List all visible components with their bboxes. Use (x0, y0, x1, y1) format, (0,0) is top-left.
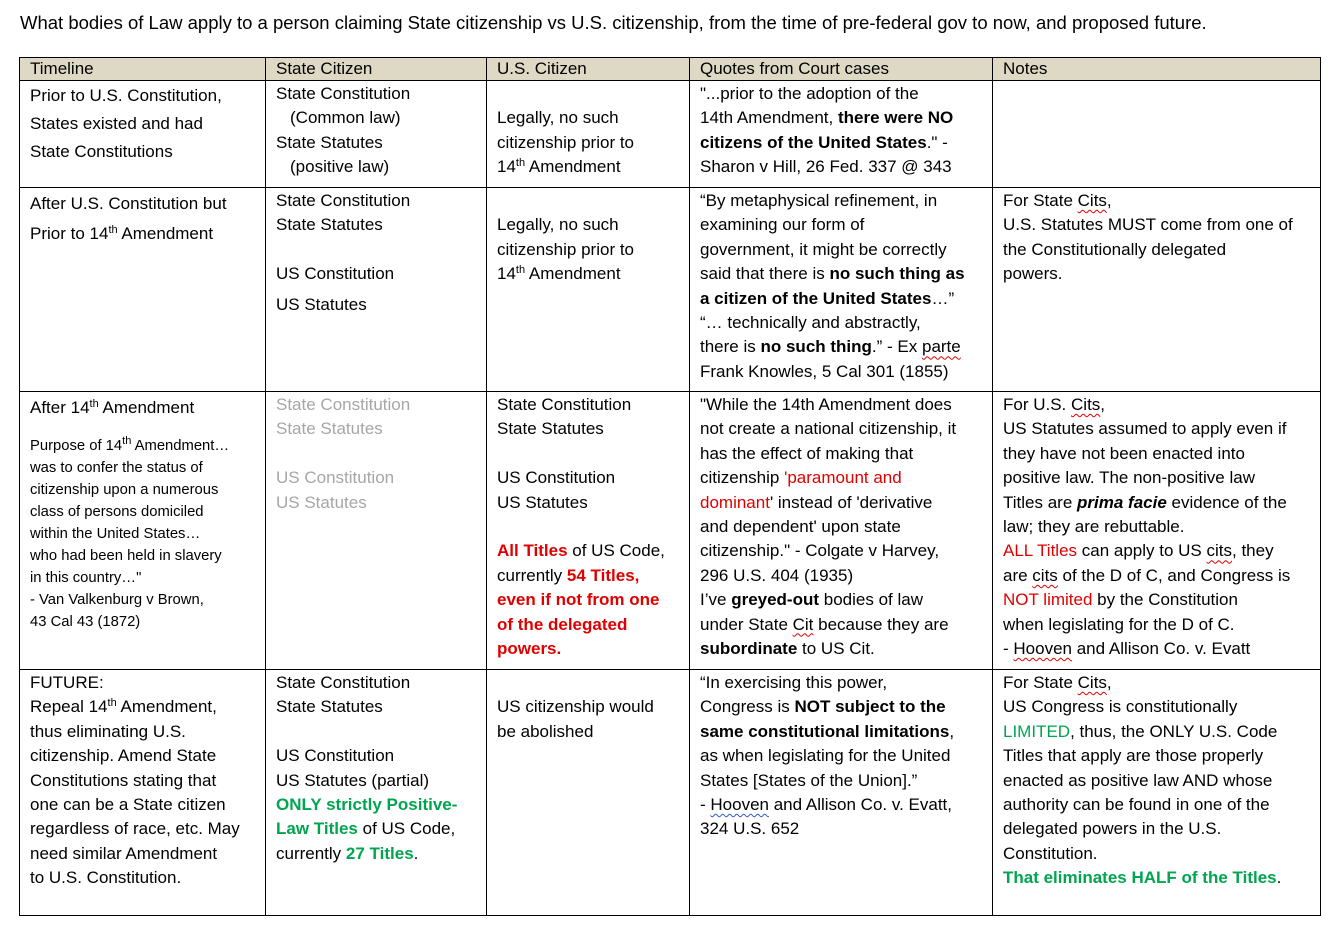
notes-cell (993, 392, 1321, 670)
note-text: U.S. Statutes MUST come from one of (1003, 215, 1293, 235)
quote-text: “By metaphysical refinement, in (700, 191, 938, 210)
note-text: For U.S. Cits, (1003, 395, 1106, 414)
quote-text: same constitutional limitations, (700, 721, 955, 741)
purpose-text: Purpose of 14th Amendment… (30, 435, 230, 454)
law-item: US Constitution (276, 746, 395, 766)
quote-text: there is no such thing.” - Ex parte (700, 337, 961, 357)
note-text: ALL Titles can apply to US cits, they (1003, 541, 1274, 561)
law-item-greyed: US Statutes (276, 492, 367, 512)
note-text: the Constitutionally delegated (1003, 239, 1227, 259)
note-text: are cits of the D of C, and Congress is (1003, 565, 1291, 585)
law-item: State Constitution (276, 84, 411, 103)
table-header-row (20, 58, 1321, 81)
quote-text: Congress is NOT subject to the (700, 697, 946, 717)
note-text: US Congress is constitutionally (1003, 697, 1238, 717)
us-code-text: currently 54 Titles, (497, 565, 640, 585)
us-text: Legally, no such (497, 108, 619, 128)
table-row (20, 670, 1321, 916)
law-item: US Constitution (276, 264, 395, 284)
law-item: US Statutes (276, 294, 367, 314)
header-timeline: Timeline (20, 58, 266, 81)
law-item: State Statutes (276, 215, 383, 235)
quote-text: examining our form of (700, 215, 865, 235)
timeline-text: Prior to 14th Amendment (30, 224, 214, 243)
quote-text: and dependent' upon state (700, 517, 901, 537)
quote-text: "While the 14th Amendment does (700, 395, 952, 414)
purpose-text: class of persons domiciled (30, 504, 204, 520)
us-code-text: ONLY strictly Positive- (276, 795, 458, 815)
quote-citation: Sharon v Hill, 26 Fed. 337 @ 343 (700, 157, 952, 177)
notes-cell (993, 188, 1321, 392)
note-text: NOT limited by the Constitution (1003, 590, 1238, 610)
us-code-text: of the delegated (497, 614, 628, 634)
note-text: That eliminates HALF of the Titles. (1003, 868, 1282, 888)
us-citizen-cell (487, 188, 690, 392)
us-code-text: even if not from one (497, 590, 660, 610)
timeline-text: States existed and had (30, 114, 203, 133)
timeline-cell (20, 392, 266, 670)
purpose-text: was to confer the status of (30, 460, 203, 476)
timeline-text: Prior to U.S. Constitution, (30, 86, 222, 105)
us-code-text: powers. (497, 639, 562, 659)
us-text: US citizenship would (497, 697, 654, 717)
purpose-text: in this country…" (30, 570, 142, 586)
timeline-text: After U.S. Constitution but (30, 194, 227, 213)
timeline-text: regardless of race, etc. May (30, 819, 240, 839)
timeline-text: one can be a State citizen (30, 795, 226, 815)
header-quotes: Quotes from Court cases (690, 58, 993, 81)
law-item: US Statutes (497, 492, 588, 512)
quote-text: citizens of the United States." - (700, 132, 948, 152)
header-notes: Notes (993, 58, 1321, 81)
us-text: Legally, no such (497, 215, 619, 235)
us-text: 14th Amendment (497, 157, 621, 177)
quote-text: government, it might be correctly (700, 239, 947, 259)
law-item: State Statutes (276, 697, 383, 717)
timeline-cell (20, 188, 266, 392)
law-item: (positive law) (290, 157, 390, 177)
notes-cell (993, 81, 1321, 188)
note-text: enacted as positive law AND whose (1003, 770, 1273, 790)
quote-text: under State Cit because they are (700, 614, 949, 634)
timeline-text: Constitutions stating that (30, 770, 217, 790)
us-code-text: All Titles of US Code, (497, 541, 665, 561)
note-citation: - Hooven and Allison Co. v. Evatt (1003, 639, 1251, 659)
law-item: State Constitution (497, 395, 632, 414)
us-text: 14th Amendment (497, 264, 621, 284)
state-citizen-cell (266, 188, 487, 392)
note-text: when legislating for the D of C. (1003, 614, 1235, 634)
quote-cell (690, 670, 993, 916)
law-item: US Constitution (497, 468, 616, 488)
quote-text: "...prior to the adoption of the (700, 84, 919, 103)
purpose-citation: 43 Cal 43 (1872) (30, 614, 141, 630)
notes-cell (993, 670, 1321, 916)
purpose-text: within the United States… (30, 526, 201, 542)
timeline-cell (20, 670, 266, 916)
law-item-greyed: State Statutes (276, 419, 383, 439)
amendment-purpose-quote (30, 435, 255, 633)
quote-citation: 296 U.S. 404 (1935) (700, 565, 854, 585)
purpose-citation: - Van Valkenburg v Brown, (30, 592, 204, 608)
table-row (20, 392, 1321, 670)
quote-text: 14th Amendment, there were NO (700, 108, 954, 128)
note-text: US Statutes assumed to apply even if (1003, 419, 1287, 439)
state-citizen-cell (266, 392, 487, 670)
citizenship-law-table (19, 57, 1321, 916)
law-item: State Statutes (497, 419, 604, 439)
quote-text: not create a national citizenship, it (700, 419, 957, 439)
timeline-text: Repeal 14th Amendment, (30, 697, 217, 717)
quote-text: citizenship 'paramount and (700, 468, 902, 488)
timeline-cell (20, 81, 266, 188)
quote-cell (690, 81, 993, 188)
us-citizen-cell (487, 392, 690, 670)
quote-text: “In exercising this power, (700, 673, 888, 692)
quote-citation: - Hooven and Allison Co. v. Evatt, (700, 795, 952, 815)
table-row (20, 188, 1321, 392)
quote-text: has the effect of making that (700, 443, 914, 463)
quote-citation: 324 U.S. 652 (700, 819, 800, 839)
header-state-citizen: State Citizen (266, 58, 487, 81)
timeline-text: State Constitutions (30, 142, 173, 161)
law-item: (Common law) (290, 108, 401, 128)
timeline-text: citizenship. Amend State (30, 746, 217, 766)
quote-text: subordinate to US Cit. (700, 639, 875, 659)
note-text: Constitution. (1003, 843, 1098, 863)
us-text: citizenship prior to (497, 239, 635, 259)
page-title: What bodies of Law apply to a person claiming State citizenship vs U.S. citizenship, from the time of pre-federal gov to now, and proposed future. (20, 12, 1207, 33)
state-citizen-cell (266, 81, 487, 188)
note-text: positive law. The non-positive law (1003, 468, 1255, 488)
note-text: authority can be found in one of the (1003, 795, 1270, 815)
us-citizen-cell (487, 81, 690, 188)
state-citizen-cell (266, 670, 487, 916)
law-item: State Constitution (276, 191, 411, 210)
quote-text: as when legislating for the United (700, 746, 951, 766)
timeline-text: FUTURE: (30, 673, 104, 692)
us-code-text: Law Titles of US Code, (276, 819, 456, 839)
note-text: delegated powers in the U.S. (1003, 819, 1222, 839)
purpose-text: citizenship upon a numerous (30, 482, 219, 498)
law-item-greyed: State Constitution (276, 395, 411, 414)
law-item: State Statutes (276, 132, 383, 152)
timeline-text: need similar Amendment (30, 843, 218, 863)
note-text: Titles are prima facie evidence of the (1003, 492, 1287, 512)
quote-text: States [States of the Union].” (700, 770, 918, 790)
note-text: they have not been enacted into (1003, 443, 1245, 463)
quote-text: a citizen of the United States…” (700, 288, 955, 308)
note-text: powers. (1003, 264, 1063, 284)
table-row (20, 81, 1321, 188)
quote-text: I’ve greyed-out bodies of law (700, 590, 923, 610)
law-item-greyed: US Constitution (276, 468, 395, 488)
note-text: law; they are rebuttable. (1003, 517, 1185, 537)
note-text: LIMITED, thus, the ONLY U.S. Code (1003, 721, 1278, 741)
us-text: citizenship prior to (497, 132, 635, 152)
quote-citation: Frank Knowles, 5 Cal 301 (1855) (700, 361, 949, 381)
note-text: For State Cits, (1003, 191, 1112, 210)
quote-cell (690, 392, 993, 670)
timeline-text: After 14th Amendment (30, 398, 195, 417)
header-us-citizen: U.S. Citizen (487, 58, 690, 81)
note-text: Titles that apply are those properly (1003, 746, 1264, 766)
note-text: For State Cits, (1003, 673, 1112, 692)
quote-text: dominant' instead of 'derivative (700, 492, 933, 512)
law-item: State Constitution (276, 673, 411, 692)
law-item: US Statutes (partial) (276, 770, 430, 790)
purpose-text: who had been held in slavery (30, 548, 222, 564)
timeline-text: thus eliminating U.S. (30, 721, 186, 741)
quote-text: said that there is no such thing as (700, 264, 965, 284)
us-text: be abolished (497, 721, 594, 741)
quote-cell (690, 188, 993, 392)
quote-text: “… technically and abstractly, (700, 313, 921, 333)
quote-text: citizenship." - Colgate v Harvey, (700, 541, 940, 561)
us-citizen-cell (487, 670, 690, 916)
us-code-text: currently 27 Titles. (276, 843, 419, 863)
timeline-text: to U.S. Constitution. (30, 868, 182, 888)
